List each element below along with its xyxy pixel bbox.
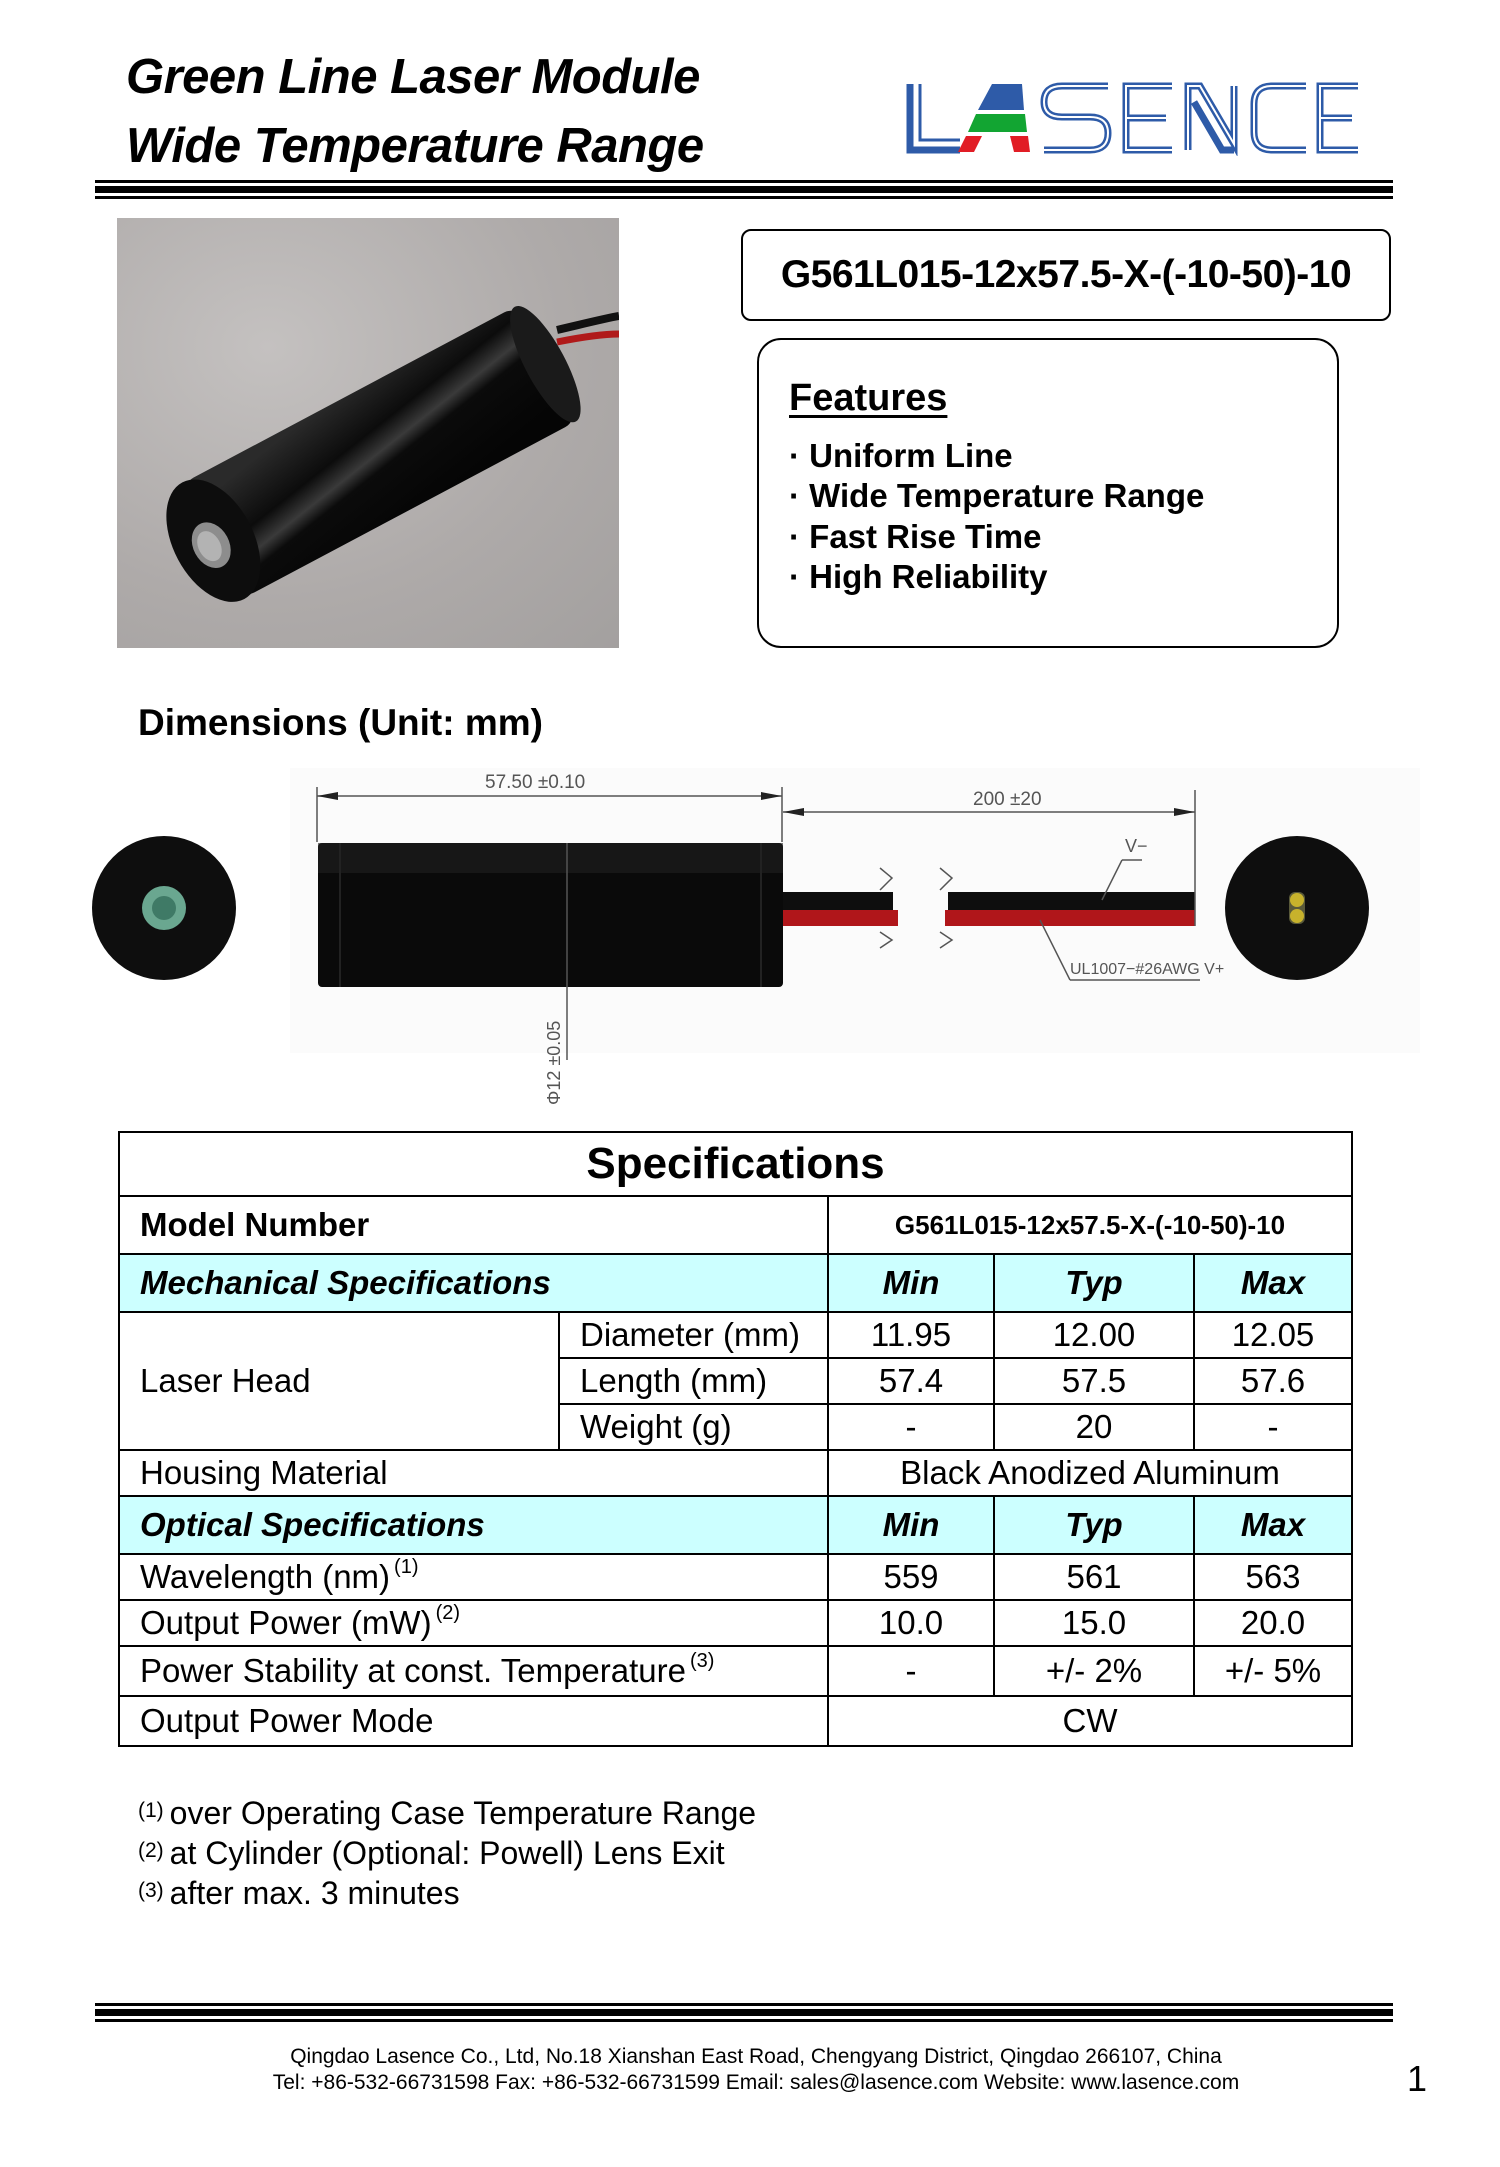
optical-section-header	[119, 1496, 1352, 1554]
output-power-max: 20.0	[1194, 1600, 1352, 1646]
footnote-ref: (2)	[435, 1602, 461, 1624]
feature-item: · High Reliability	[789, 558, 1048, 596]
front-view-lens-icon	[92, 836, 236, 980]
specifications-table	[118, 1131, 1353, 1747]
model-number-label: Model Number	[119, 1196, 828, 1254]
footnotes	[138, 1793, 756, 1913]
output-power-label: Output Power (mW) $^{(2)}$	[119, 1600, 828, 1646]
length-label: Length (mm)	[559, 1358, 828, 1404]
output-mode-label: Output Power Mode	[119, 1696, 828, 1746]
table-row	[119, 1696, 1352, 1746]
mechanical-title: Mechanical Specifications	[119, 1254, 828, 1312]
rear-view-wires-icon	[1225, 836, 1369, 980]
features-title: Features	[789, 377, 948, 419]
output-power-typ: 15.0	[994, 1600, 1194, 1646]
table-row	[119, 1554, 1352, 1600]
output-mode-value: CW	[828, 1696, 1352, 1746]
col-min: Min	[828, 1496, 994, 1554]
diameter-typ: 12.00	[994, 1312, 1194, 1358]
optical-title: Optical Specifications	[119, 1496, 828, 1554]
length-dimension-label: 57.50 ±0.10	[485, 772, 586, 793]
wire-positive-label: UL1007−#26AWG V+	[1070, 961, 1225, 978]
footer-contact	[0, 2044, 1500, 2096]
lasence-logo	[904, 80, 1364, 156]
diameter-min: 11.95	[828, 1312, 994, 1358]
page-number: 1	[1407, 2058, 1428, 2099]
footer-rule	[95, 2003, 1393, 2022]
table-row	[119, 1312, 1352, 1358]
footnote-ref: (3)	[689, 1650, 715, 1672]
wire-negative-label: V−	[1125, 836, 1148, 856]
feature-item: · Fast Rise Time	[789, 517, 1042, 555]
power-stability-max: +/- 5%	[1194, 1646, 1352, 1696]
length-typ: 57.5	[994, 1358, 1194, 1404]
weight-min: -	[828, 1404, 994, 1450]
wavelength-label: Wavelength (nm) $^{(1)}$	[119, 1554, 828, 1600]
weight-typ: 20	[994, 1404, 1194, 1450]
cable-length-label: 200 ±20	[973, 789, 1042, 810]
wavelength-min: 559	[828, 1554, 994, 1600]
doc-title-line2: Wide Temperature Range	[126, 119, 704, 173]
power-stability-min: -	[828, 1646, 994, 1696]
footnote-item: $^{(1)}$ over Operating Case Temperature Range	[138, 1795, 757, 1831]
col-typ: Typ	[994, 1254, 1194, 1312]
footnote-item: $^{(3)}$ after max. 3 minutes	[138, 1875, 460, 1911]
dimension-drawing	[80, 760, 1420, 1120]
table-row	[119, 1450, 1352, 1496]
features-box	[757, 338, 1339, 648]
power-stability-typ: +/- 2%	[994, 1646, 1194, 1696]
length-min: 57.4	[828, 1358, 994, 1404]
table-row	[119, 1646, 1352, 1696]
feature-item: · Uniform Line	[789, 436, 1013, 474]
weight-label: Weight (g)	[559, 1404, 828, 1450]
model-number-value: G561L015-12x57.5-X-(-10-50)-10	[828, 1196, 1352, 1254]
diameter-dimension-label: Φ12 ±0.05	[544, 1020, 564, 1105]
specifications-title: Specifications	[119, 1132, 1352, 1196]
footer-address: Qingdao Lasence Co., Ltd, No.18 Xianshan East Road, Chengyang District, Qingdao 266107, China	[290, 2045, 1222, 2068]
mechanical-section-header	[119, 1254, 1352, 1312]
housing-value: Black Anodized Aluminum	[828, 1450, 1352, 1496]
col-max: Max	[1194, 1496, 1352, 1554]
weight-max: -	[1194, 1404, 1352, 1450]
power-stability-label: Power Stability at const. Temperature $^{(3)}$	[119, 1646, 828, 1696]
model-number-box: G561L015-12x57.5-X-(-10-50)-10	[741, 229, 1391, 321]
housing-label: Housing Material	[119, 1450, 828, 1496]
footer-contact-line: Tel: +86-532-66731598 Fax: +86-532-66731599 Email: sales@lasence.com Website: www.lasence.com	[272, 2071, 1240, 2094]
col-max: Max	[1194, 1254, 1352, 1312]
wavelength-max: 563	[1194, 1554, 1352, 1600]
footnote-item: $^{(2)}$ at Cylinder (Optional: Powell) Lens Exit	[138, 1835, 725, 1871]
footnote-ref: (1)	[394, 1556, 419, 1578]
dimensions-heading: Dimensions (Unit: mm)	[138, 702, 543, 743]
diameter-max: 12.05	[1194, 1312, 1352, 1358]
output-power-min: 10.0	[828, 1600, 994, 1646]
wavelength-typ: 561	[994, 1554, 1194, 1600]
diameter-label: Diameter (mm)	[559, 1312, 828, 1358]
length-max: 57.6	[1194, 1358, 1352, 1404]
laser-head-label: Laser Head	[119, 1312, 559, 1450]
col-min: Min	[828, 1254, 994, 1312]
header-rule	[95, 180, 1393, 199]
feature-item: · Wide Temperature Range	[789, 477, 1205, 515]
table-row	[119, 1600, 1352, 1646]
product-photo	[117, 218, 619, 648]
col-typ: Typ	[994, 1496, 1194, 1554]
doc-title-line1: Green Line Laser Module	[126, 50, 700, 104]
